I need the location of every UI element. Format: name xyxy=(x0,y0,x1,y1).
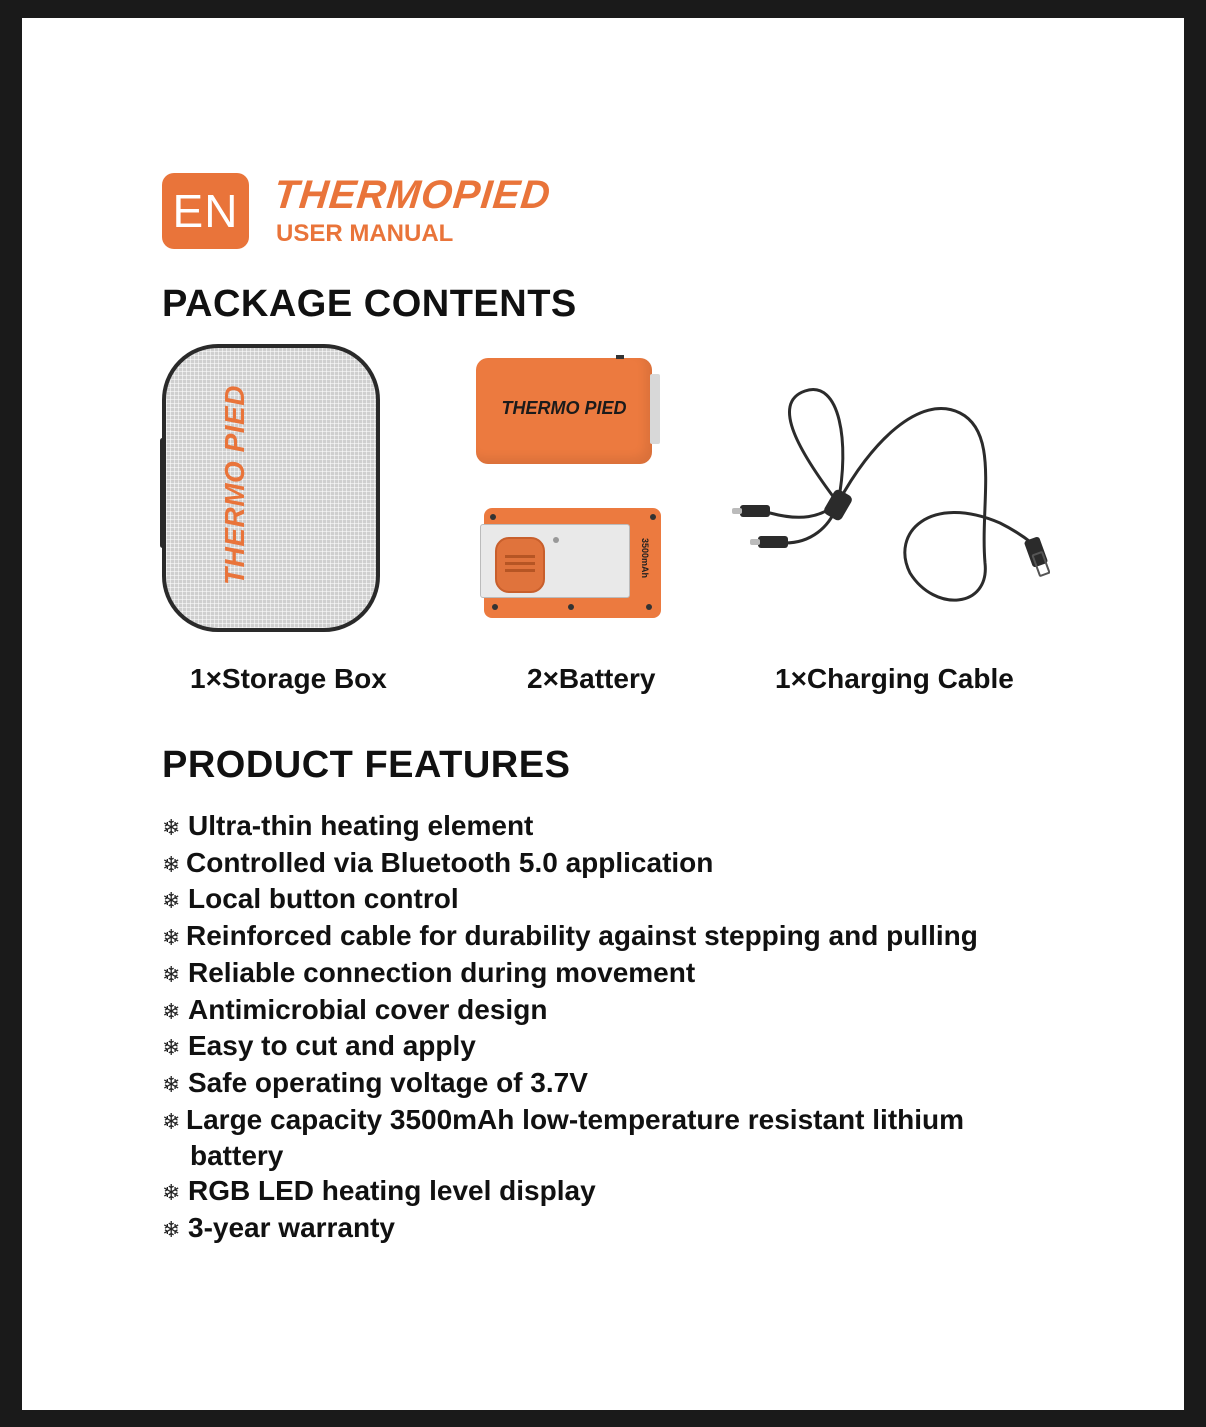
charging-cable-image xyxy=(730,383,1050,613)
feature-item: ❄ Ultra-thin heating element xyxy=(162,809,1122,846)
package-contents-title: PACKAGE CONTENTS xyxy=(162,283,577,325)
screw-dot xyxy=(650,514,656,520)
language-badge: EN xyxy=(162,173,249,249)
feature-item: ❄ Reliable connection during movement xyxy=(162,956,1122,993)
storage-box-caption: 1×Storage Box xyxy=(190,663,387,694)
feature-item: ❄ 3-year warranty xyxy=(162,1211,1122,1248)
cable-splitter xyxy=(822,488,853,522)
battery-button xyxy=(616,355,624,359)
screw-dot xyxy=(490,514,496,520)
clip-screw xyxy=(553,537,559,543)
snowflake-icon: ❄ xyxy=(162,815,181,840)
snowflake-icon: ❄ xyxy=(162,925,181,951)
feature-item: ❄ Reinforced cable for durability against stepping and pulling xyxy=(162,919,1122,956)
manual-header xyxy=(162,171,662,271)
storage-box-print: THERMO PIED xyxy=(219,385,250,585)
snowflake-icon: ❄ xyxy=(162,998,181,1024)
feature-item: ❄ RGB LED heating level display xyxy=(162,1174,1122,1211)
feature-item: ❄ Easy to cut and apply xyxy=(162,1029,1122,1066)
product-features-title: PRODUCT FEATURES xyxy=(162,744,571,786)
manual-page xyxy=(22,18,1184,1410)
feature-item: ❄ Antimicrobial cover design xyxy=(162,993,1122,1030)
snowflake-icon: ❄ xyxy=(162,888,181,914)
storage-box-image xyxy=(162,344,380,632)
battery-clip xyxy=(480,524,630,598)
charging-cable-caption: 1×Charging Cable xyxy=(775,663,1014,694)
battery-capacity-print: 3500mAh xyxy=(640,538,650,579)
screw-dot xyxy=(646,604,652,610)
feature-list xyxy=(162,809,1122,1247)
feature-item-continuation: battery xyxy=(190,1140,284,1172)
battery-print: THERMO PIED xyxy=(501,398,627,418)
feature-item: ❄ Controlled via Bluetooth 5.0 application xyxy=(162,846,1122,883)
snowflake-icon: ❄ xyxy=(162,1035,181,1061)
manual-subtitle: USER MANUAL xyxy=(276,220,454,247)
screw-dot xyxy=(492,604,498,610)
feature-item: ❄ Safe operating voltage of 3.7V xyxy=(162,1066,1122,1103)
snowflake-icon: ❄ xyxy=(162,1108,181,1134)
battery-back-image xyxy=(484,508,661,618)
snowflake-icon: ❄ xyxy=(162,1180,181,1206)
snowflake-icon: ❄ xyxy=(162,961,181,987)
brand-logo: THERMOPIED xyxy=(271,173,554,217)
snowflake-icon: ❄ xyxy=(162,1216,181,1242)
usb-c-connector xyxy=(740,505,770,517)
snowflake-icon: ❄ xyxy=(162,851,181,877)
screw-dot xyxy=(568,604,574,610)
battery-caption: 2×Battery xyxy=(527,663,656,694)
feature-item: ❄ Local button control xyxy=(162,882,1122,919)
zipper xyxy=(160,438,165,548)
snowflake-icon: ❄ xyxy=(162,1071,181,1097)
usb-c-connector xyxy=(758,536,788,548)
feature-item: ❄ Large capacity 3500mAh low-temperature resistant lithium xyxy=(162,1103,1122,1140)
battery-image xyxy=(476,358,652,464)
battery-power-button xyxy=(495,537,545,593)
